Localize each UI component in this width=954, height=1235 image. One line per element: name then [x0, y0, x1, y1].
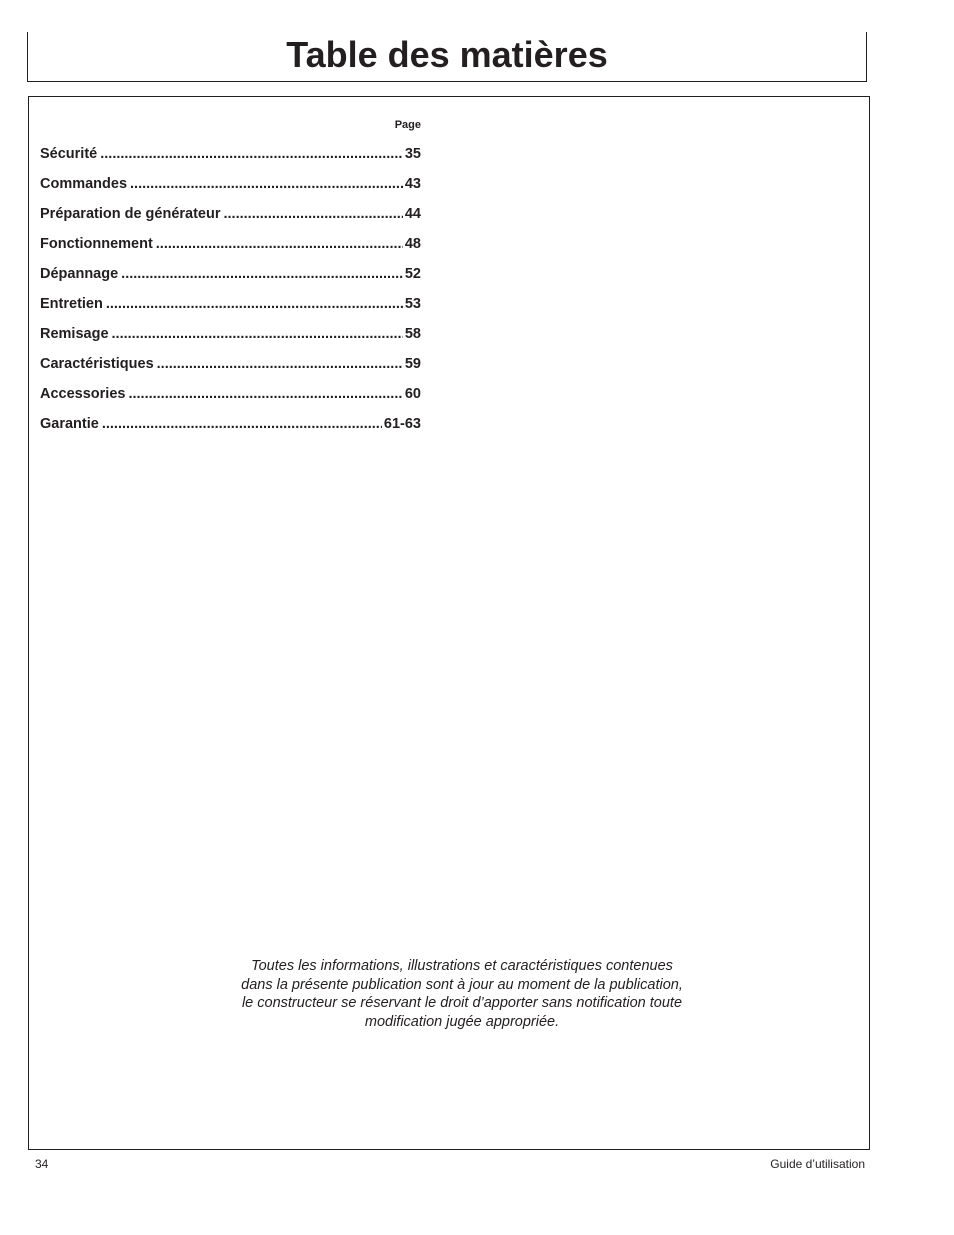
toc-entry-page: 58 [404, 326, 421, 342]
toc-entry-label: Remisage [40, 326, 109, 342]
disclaimer-note [179, 957, 745, 1031]
toc-entry-page: 44 [404, 206, 421, 222]
toc-leader-dots [224, 206, 403, 222]
toc-leader-dots [100, 146, 403, 162]
toc-entry-page: 52 [404, 266, 421, 282]
disclaimer-line: le constructeur se réservant le droit d’apporter sans notification toute [241, 995, 683, 1011]
toc-entry[interactable] [40, 326, 421, 356]
toc-entry[interactable] [40, 356, 421, 386]
toc-entry[interactable] [40, 206, 421, 236]
disclaimer-line: modification jugée appropriée. [364, 1013, 560, 1030]
toc-entry[interactable] [40, 236, 421, 266]
toc-entry[interactable] [40, 146, 421, 176]
toc-entry-page: 35 [404, 146, 421, 162]
toc-entry[interactable] [40, 416, 421, 446]
toc-entry-label: Commandes [40, 176, 128, 192]
toc-entry-label: Sécurité [40, 146, 98, 162]
toc-entry[interactable] [40, 386, 421, 416]
toc-entry[interactable] [40, 266, 421, 296]
toc-entry-label: Dépannage [40, 266, 119, 282]
table-of-contents [40, 117, 421, 446]
toc-leader-dots [102, 416, 382, 432]
toc-leader-dots [156, 236, 403, 252]
toc-entry-page: 48 [404, 236, 421, 252]
toc-entry-label: Accessories [40, 386, 126, 402]
page-number: 34 [35, 1157, 49, 1171]
title-box [27, 32, 867, 82]
toc-entry-label: Caractéristiques [40, 356, 154, 372]
toc-entry-page: 53 [404, 296, 421, 312]
page-title: Table des matières [286, 34, 608, 75]
toc-entry[interactable] [40, 296, 421, 326]
toc-leader-dots [106, 296, 403, 312]
toc-entry-label: Préparation de générateur [40, 206, 221, 222]
toc-entry-page: 61-63 [383, 416, 421, 432]
content-box [28, 96, 870, 1150]
toc-entry-page: 59 [404, 356, 421, 372]
toc-leader-dots [112, 326, 403, 342]
toc-entry-label: Fonctionnement [40, 236, 153, 252]
toc-entry-page: 60 [404, 386, 421, 402]
toc-page-column-heading: Page [394, 119, 421, 131]
disclaimer-line: dans la présente publication sont à jour au moment de la publication, [241, 976, 683, 993]
toc-leader-dots [121, 266, 403, 282]
toc-entry-label: Entretien [40, 296, 103, 312]
toc-leader-dots [157, 356, 403, 372]
disclaimer-line: Toutes les informations, illustrations et caractéristiques contenues [251, 958, 673, 974]
toc-entry-label: Garantie [40, 416, 99, 432]
toc-leader-dots [130, 176, 403, 192]
toc-leader-dots [128, 386, 402, 402]
toc-entry-page: 43 [404, 176, 421, 192]
toc-entry[interactable] [40, 176, 421, 206]
footer-guide-label: Guide d’utilisation [770, 1157, 865, 1171]
